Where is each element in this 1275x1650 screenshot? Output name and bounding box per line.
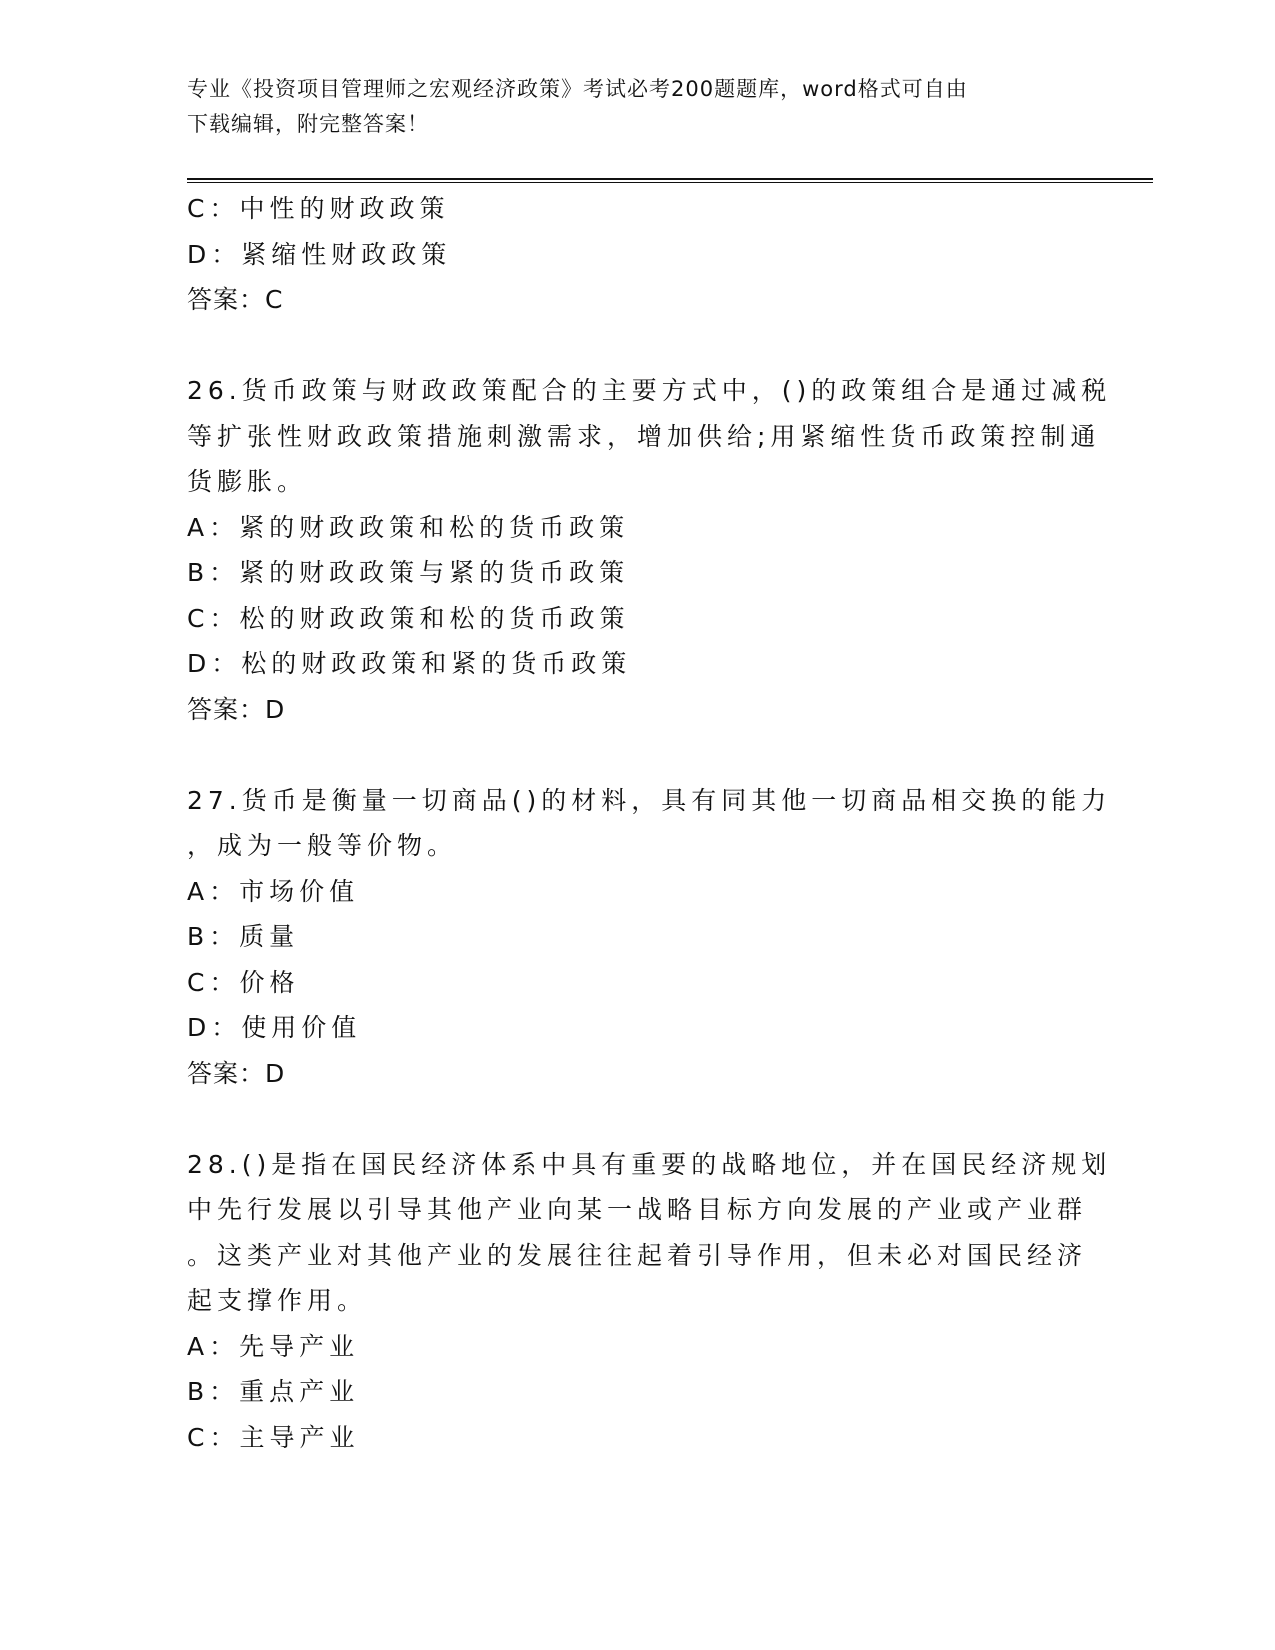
answer: 答案：D bbox=[187, 694, 286, 724]
question-stem-line: ，成为一般等价物。 bbox=[187, 831, 458, 860]
option-c: C：松的财政政策和松的货币政策 bbox=[187, 603, 630, 633]
question-stem-line: 中先行发展以引导其他产业向某一战略目标方向发展的产业或产业群 bbox=[187, 1195, 1088, 1224]
option-c: C：主导产业 bbox=[187, 1422, 360, 1452]
page-header bbox=[187, 72, 1067, 142]
answer: 答案：D bbox=[187, 1058, 286, 1088]
answer: 答案：C bbox=[187, 285, 284, 314]
option-c: C：价格 bbox=[187, 967, 300, 997]
option-b: B：紧的财政政策与紧的货币政策 bbox=[187, 558, 630, 587]
option-d: D：使用价值 bbox=[187, 1013, 362, 1042]
header-line-1: 专业《投资项目管理师之宏观经济政策》考试必考200题题库，word格式可自由 bbox=[187, 77, 968, 101]
question-stem-line: 货膨胀。 bbox=[187, 467, 308, 496]
spacer bbox=[187, 323, 1087, 369]
option-a: A：先导产业 bbox=[187, 1331, 360, 1361]
question-stem-line: 。这类产业对其他产业的发展往往起着引导作用，但未必对国民经济 bbox=[187, 1240, 1088, 1270]
option-a: A：市场价值 bbox=[187, 876, 360, 906]
option-d: D：紧缩性财政政策 bbox=[187, 239, 452, 269]
question-stem-line: 26.货币政策与财政政策配合的主要方式中，()的政策组合是通过减税 bbox=[187, 376, 1112, 405]
option-a: A：紧的财政政策和松的货币政策 bbox=[187, 512, 630, 542]
option-c: C：中性的财政政策 bbox=[187, 194, 450, 223]
spacer bbox=[187, 732, 1087, 778]
question-28 bbox=[187, 1142, 1112, 1461]
question-stem-line: 27.货币是衡量一切商品()的材料，具有同其他一切商品相交换的能力 bbox=[187, 785, 1112, 815]
header-line-2: 下载编辑，附完整答案！ bbox=[187, 112, 429, 136]
question-26 bbox=[187, 368, 1112, 732]
header-divider bbox=[187, 178, 1153, 183]
question-25-tail bbox=[187, 186, 1087, 323]
option-b: B：质量 bbox=[187, 922, 300, 951]
option-d: D：松的财政政策和紧的货币政策 bbox=[187, 649, 632, 678]
question-stem-line: 起支撑作用。 bbox=[187, 1286, 368, 1315]
question-stem-line: 等扩张性财政政策措施刺激需求，增加供给;用紧缩性货币政策控制通 bbox=[187, 421, 1101, 451]
document-body bbox=[187, 186, 1112, 1460]
spacer bbox=[187, 1096, 1087, 1142]
option-b: B：重点产业 bbox=[187, 1377, 360, 1406]
question-stem-line: 28.()是指在国民经济体系中具有重要的战略地位，并在国民经济规划 bbox=[187, 1149, 1112, 1179]
question-27 bbox=[187, 778, 1112, 1097]
